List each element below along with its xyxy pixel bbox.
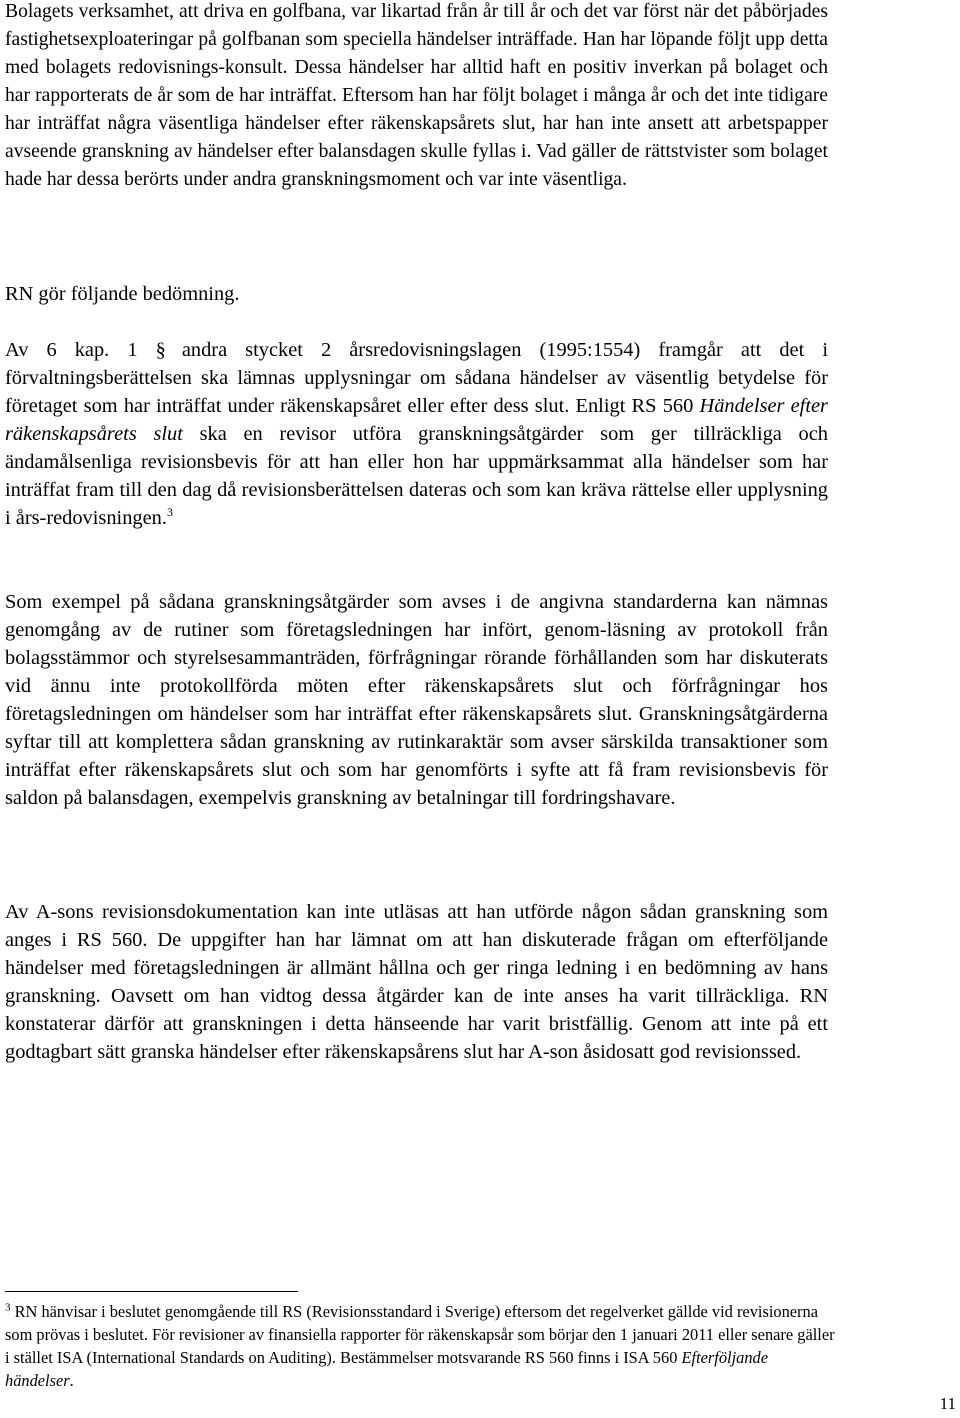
section-sign: §	[155, 339, 164, 361]
page-number: 11	[939, 1394, 956, 1413]
footnote	[5, 1300, 835, 1392]
paragraph-assessment-intro	[5, 280, 828, 308]
footnote-text: RN hänvisar i beslutet genomgående till RS (Revisionsstandard i Sverige) eftersom det regelverket gällde vid revisionerna som prövas i beslutet. För revisioner av finansiella rapporter för räkenskapsår som börjar den 1 januari 2011 eller senare gäller i stället ISA (International Standards on Auditing). Bestämmelser motsvarande RS 560 finns i ISA 560	[5, 1302, 835, 1367]
standard-title-italic: Händelser efter räkenskapsårets slut	[5, 395, 828, 445]
paragraph-conclusion	[5, 898, 828, 1066]
paragraph-golf-business	[5, 0, 828, 194]
paragraph-examples	[5, 588, 828, 812]
legal-basis-part2: andra stycket 2 årsredovisningslagen (1995:1554) framgår att det i förvaltningsberättelsen ska lämnas upplysningar om sådana händelser av väsentlig betydelse för företaget som har inträffat under räkenskapsåret eller efter dess slut. Enligt RS 560	[5, 339, 828, 417]
paragraph-golf-business-text: Bolagets verksamhet, att driva en golfbana, var likartad från år till år och det var först när det påbörjades fastighetsexploateringar på golfbanan som speciella händelser inträffade. Han har löpande följt upp detta med bolagets redovisnings-konsult. Dessa händelser har alltid haft en positiv inverkan på bolaget och har rapporterats de år som de har inträffat. Eftersom han har följt bolaget i många år och det inte tidigare har inträffat några väsentliga händelser efter räkenskapsårets slut, har han inte ansett att arbetspapper avseende granskning av händelser efter balansdagen skulle fyllas i. Vad gäller de rättstvister som bolaget hade har dessa berörts under andra granskningsmoment och var inte väsentliga.	[5, 1, 828, 190]
footnote-end: .	[69, 1371, 74, 1390]
paragraph-legal-basis	[5, 336, 828, 532]
legal-basis-part3: ska en revisor utföra granskningsåtgärder som ger tillräckliga och ändamålsenliga revisionsbevis för att han eller hon har uppmärksammat alla händelser som har inträffat fram till den dag då revisionsberättelsen dateras och som kan kräva rättelse eller upplysning i års-redovisningen.	[5, 423, 828, 529]
footnote-number: 3	[5, 1301, 11, 1314]
footnote-reference: 3	[166, 505, 173, 520]
footnote-separator	[5, 1291, 298, 1292]
paragraph-assessment-intro-text: RN gör följande bedömning.	[5, 283, 240, 305]
paragraph-conclusion-text: Av A-sons revisionsdokumentation kan inte utläsas att han utförde någon sådan granskning som anges i RS 560. De uppgifter han har lämnat om att han diskuterade frågan om efterföljande händelser med företagsledningen är allmänt hållna och ger ringa ledning i en bedömning av hans granskning. Oavsett om han vidtog dessa åtgärder kan de inte anses ha varit tillräckliga. RN konstaterar därför att granskningen i detta hänseende har varit bristfällig. Genom att inte på ett godtagbart sätt granska händelser efter räkenskapsårens slut har A-son åsidosatt god revisionssed.	[5, 901, 828, 1063]
footnote-italic-title: Efterföljande händelser	[5, 1348, 768, 1390]
legal-basis-part1: Av 6 kap. 1	[5, 339, 156, 361]
paragraph-examples-text: Som exempel på sådana granskningsåtgärder som avses i de angivna standarderna kan nämnas genomgång av de rutiner som företagsledningen har infört, genom-läsning av protokoll från bolagsstämmor och styrelsesammanträden, förfrågningar rörande förhållanden som har diskuterats vid ännu inte protokollförda möten efter räkenskapsårets slut och förfrågningar hos företagsledningen om händelser som har inträffat efter räkenskapsårets slut. Granskningsåtgärderna syftar till att komplettera sådan granskning av rutinkaraktär som avser särskilda transaktioner som inträffat efter räkenskapsårets slut och som har genomförts i syfte att få fram revisionsbevis för saldon på balansdagen, exempelvis granskning av betalningar till fordringshavare.	[5, 591, 828, 809]
